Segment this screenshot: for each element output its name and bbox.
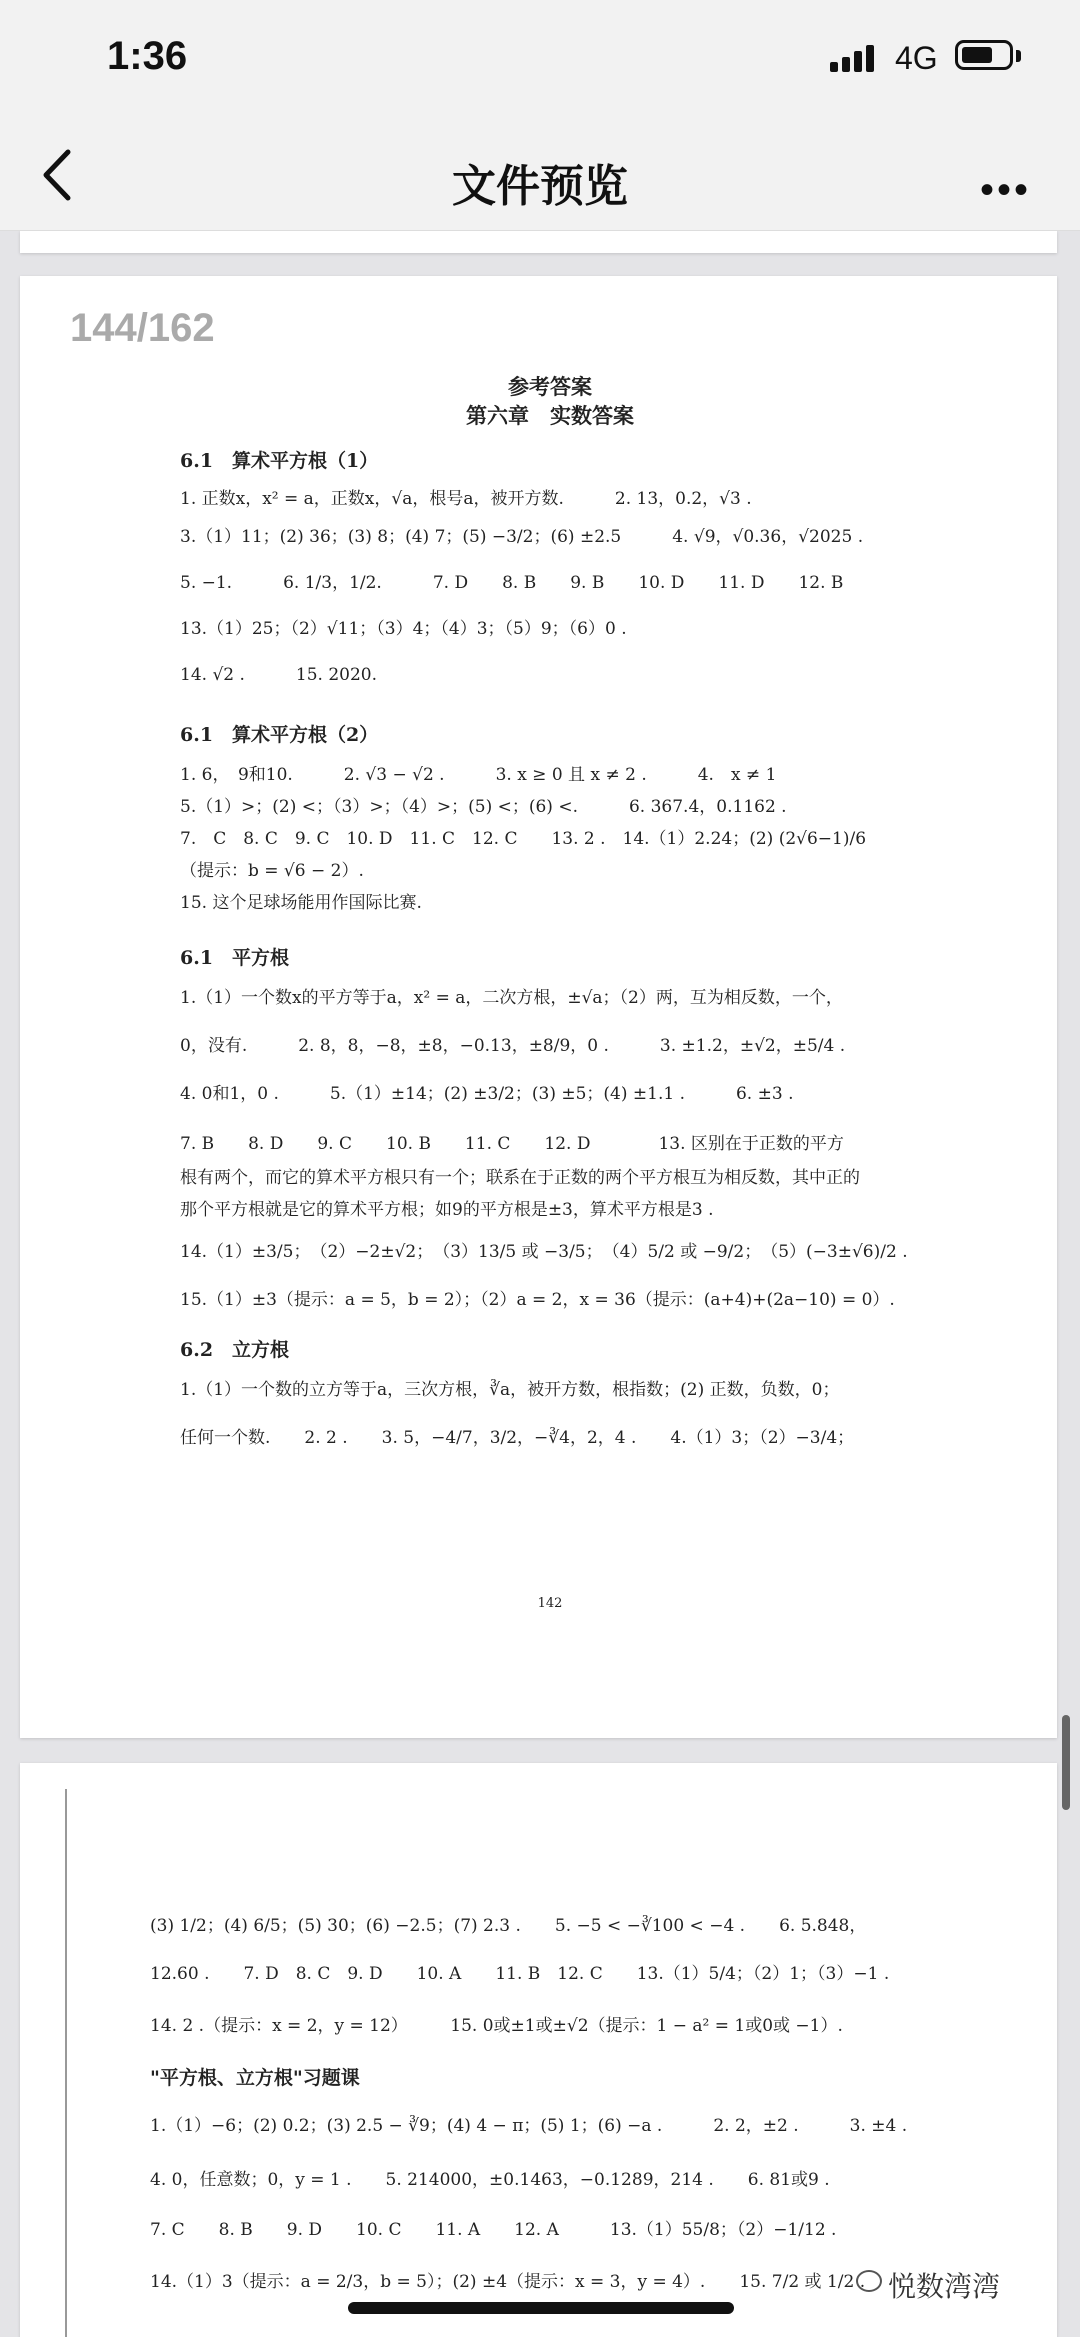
answer-line: 1. 6， 9和10. 2. √3 − √2 . 3. x ≥ 0 且 x ≠ 2 . 4. x ≠ 1	[180, 765, 777, 785]
answer-line: 14.（1）3（提示：a = 2/3，b = 5）；(2) ±4（提示：x = 3，y = 4）. 15. 7/2 或 1/2 .	[150, 2272, 866, 2292]
answer-line: 14.（1）±3/5； （2）−2±√2； （3）13/5 或 −3/5； （4）5/2 或 −9/2； （5）(−3±√6)/2 .	[180, 1242, 908, 1262]
answer-line: 4. 0和1，0 . 5.（1）±14；(2) ±3/2；(3) ±5；(4) ±1.1 . 6. ±3 .	[180, 1084, 794, 1104]
scan-margin-line	[65, 1789, 67, 2337]
answer-line: (3) 1/2；(4) 6/5；(5) 30；(6) −2.5；(7) 2.3 . 5. −5 < −∛100 < −4 . 6. 5.848，	[150, 1916, 867, 1936]
page-title: 文件预览	[452, 161, 628, 212]
battery-icon	[955, 40, 1013, 70]
section-heading: 6.2 立方根	[180, 1339, 290, 1361]
answer-line: 1.（1）一个数x的平方等于a，x² = a，二次方根，±√a；（2）两，互为相反数，一个，	[180, 988, 843, 1008]
answer-line: 5. −1. 6. 1/3，1/2. 7. D 8. B 9. B 10. D 11. D 12. B	[180, 573, 844, 593]
answer-line: 根有两个，而它的算术平方根只有一个；联系在于正数的两个平方根互为相反数，其中正的	[180, 1168, 860, 1188]
home-indicator[interactable]	[348, 2302, 734, 2314]
page-number: 142	[537, 1596, 563, 1611]
document-viewer[interactable]	[0, 231, 1080, 2337]
answer-line: 7. C 8. C 9. C 10. D 11. C 12. C 13. 2 . 14.（1）2.24；(2) (2√6−1)/6	[180, 829, 867, 849]
more-options-icon[interactable]: •••	[980, 168, 1032, 212]
doc-heading: 参考答案	[508, 374, 592, 399]
section-heading: 6.1 算术平方根（2）	[180, 724, 379, 746]
scrollbar[interactable]	[1062, 1715, 1070, 1810]
cellular-signal-icon	[830, 44, 886, 72]
answer-line: 任何一个数. 2. 2 . 3. 5，−4/7，3/2，−∛4，2，4 . 4.（1）3；（2）−3/4；	[180, 1428, 855, 1448]
previous-page-edge	[20, 231, 1057, 253]
nav-bar	[0, 120, 1080, 231]
network-type: 4G	[895, 40, 938, 76]
answer-line: 13.（1）25；（2）√11；（3）4；（4）3；（5）9；（6）0 .	[180, 619, 627, 639]
section-heading: "平方根、立方根"习题课	[150, 2067, 360, 2089]
answer-line: 那个平方根就是它的算术平方根；如9的平方根是±3，算术平方根是3 .	[180, 1200, 714, 1220]
page-indicator: 144/162	[70, 306, 215, 350]
document-page	[20, 276, 1057, 1738]
answer-line: （提示：b = √6 − 2）.	[180, 861, 364, 881]
watermark: 悦数湾湾	[888, 2270, 1001, 2303]
answer-line: 1.（1）一个数的立方等于a，三次方根，∛a，被开方数，根指数；(2) 正数，负数，0；	[180, 1380, 840, 1400]
document-page-next	[20, 1763, 1057, 2337]
answer-line: 0，没有. 2. 8，8，−8，±8，−0.13，±8/9，0 . 3. ±1.2，±√2，±5/4 .	[180, 1036, 846, 1056]
status-bar	[0, 0, 1080, 120]
battery-tip	[1016, 50, 1021, 62]
answer-line: 15.（1）±3（提示：a = 5，b = 2）；（2）a = 2，x = 36（提示：(a+4)+(2a−10) = 0）.	[180, 1290, 895, 1310]
answer-line: 3.（1）11；(2) 36；(3) 8；(4) 7；(5) −3/2；(6) ±2.5 4. √9，√0.36，√2025 .	[180, 527, 864, 547]
wechat-icon	[856, 2270, 882, 2292]
answer-line: 4. 0，任意数；0，y = 1 . 5. 214000，±0.1463，−0.1289，214 . 6. 81或9 .	[150, 2170, 830, 2190]
doc-chapter-title: 第六章 实数答案	[466, 403, 634, 428]
answer-line: 1.（1）−6；(2) 0.2；(3) 2.5 − ∛9；(4) 4 − π；(5) 1；(6) −a . 2. 2，±2 . 3. ±4 .	[150, 2116, 908, 2136]
answer-line: 15. 这个足球场能用作国际比赛.	[180, 893, 422, 913]
answer-line: 1. 正数x，x² = a，正数x，√a，根号a，被开方数. 2. 13，0.2，√3 .	[180, 489, 752, 509]
answer-line: 7. B 8. D 9. C 10. B 11. C 12. D 13. 区别在于正数的平方	[180, 1134, 844, 1154]
answer-line: 14. 2 .（提示：x = 2，y = 12） 15. 0或±1或±√2（提示：1 − a² = 1或0或 −1）.	[150, 2016, 843, 2036]
page-text	[180, 276, 920, 1738]
answer-line: 12.60 . 7. D 8. C 9. D 10. A 11. B 12. C 13.（1）5/4；（2）1；（3）−1 .	[150, 1964, 890, 1984]
answer-line: 14. √2 . 15. 2020.	[180, 665, 378, 685]
page-text	[150, 1763, 940, 2337]
section-heading: 6.1 平方根	[180, 947, 290, 969]
section-heading: 6.1 算术平方根（1）	[180, 450, 379, 472]
status-time: 1:36	[107, 34, 188, 78]
answer-line: 7. C 8. B 9. D 10. C 11. A 12. A 13.（1）55/8；（2）−1/12 .	[150, 2220, 837, 2240]
answer-line: 5.（1）>；(2) <；（3）>；（4）>；(5) <；(6) <. 6. 367.4，0.1162 .	[180, 797, 787, 817]
